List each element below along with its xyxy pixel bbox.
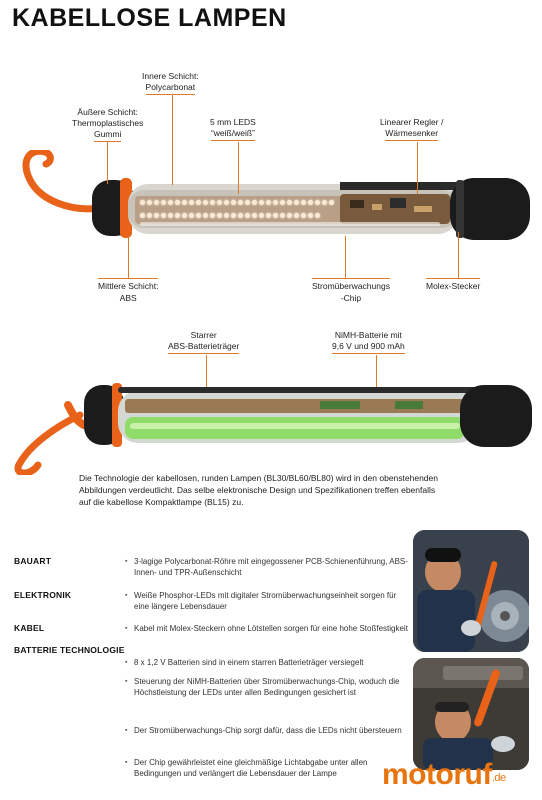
- spec-heading-bauart: BAUART: [14, 556, 52, 566]
- callout-middle-layer: Mittlere Schicht: ABS: [98, 278, 158, 304]
- spec-text-batterie-2: ▪ Steuerung der NiMH-Batterien über Stromüberwachungs-Chip, woduch die Höchstleistung der LEDs unter allen Bedingungen gesichert ist: [134, 676, 409, 698]
- brand-logo: [382, 758, 506, 792]
- spec-text-batterie-1: ▪ 8 x 1,2 V Batterien sind in einem starren Batterieträger versiegelt: [134, 657, 409, 668]
- callout-outer-layer: Äußere Schicht: Thermoplastisches Gummi: [72, 107, 143, 142]
- spec-heading-batterie: BATTERIE TECHNOLOGIE: [14, 645, 125, 655]
- callout-battery-holder: Starrer ABS-Batterieträger: [168, 330, 239, 354]
- lamp2-illustration: [0, 365, 542, 475]
- description-paragraph: Die Technologie der kabellosen, runden Lampen (BL30/BL60/BL80) wird in den obenstehenden Abbildungen verdeutlicht. Das selbe elektronische Design und Spezifikationen treffen ebenfalls auf die kabellose Kompaktlampe (BL15) zu.: [79, 473, 438, 507]
- photo-mechanic-underbody: [413, 658, 529, 770]
- spec-text-batterie-3: ▪ Der Stromüberwachungs-Chip sorgt dafür, dass die LEDs nicht übersteuern: [134, 725, 409, 736]
- callout-leds: 5 mm LEDS “weiß/weiß”: [210, 117, 256, 141]
- callout-chip: Stromüberwachungs -Chip: [312, 278, 390, 304]
- brand-name: motoruf: [382, 758, 492, 791]
- page-title: KABELLOSE LAMPEN: [12, 4, 287, 32]
- callout-regulator: Linearer Regler / Wärmesenker: [380, 117, 443, 141]
- callout-molex: Molex-Stecker: [426, 278, 480, 293]
- spec-text-elektronik: ▪ Weiße Phosphor-LEDs mit digitaler Stromüberwachungseinheit sorgen für eine längere Lebensdauer: [134, 590, 409, 612]
- brand-tld: .de: [491, 772, 506, 784]
- spec-heading-elektronik: ELEKTRONIK: [14, 590, 72, 600]
- hook-icon: [18, 415, 80, 473]
- spec-text-kabel: ▪ Kabel mit Molex-Steckern ohne Lötstellen sorgen für eine hohe Stoßfestigkeit: [134, 623, 409, 634]
- spec-text-batterie-4: ▪ Der Chip gewährleistet eine gleichmäßige Lichtabgabe unter allen Bedingungen und verlängert die Lebensdauer der Lampe: [134, 757, 409, 779]
- led-array: [140, 200, 340, 224]
- hook-icon: [26, 151, 100, 209]
- spec-text-bauart: ▪ 3-lagige Polycarbonat-Röhre mit eingegossener PCB-Schienenführung, ABS-Innen- und TPR-Außenschicht: [134, 556, 409, 578]
- callout-inner-layer: Innere Schicht: Polycarbonat: [142, 71, 199, 95]
- photo-mechanic-wheel: [413, 530, 529, 652]
- spec-heading-kabel: KABEL: [14, 623, 45, 633]
- callout-battery: NiMH-Batterie mit 9,6 V und 900 mAh: [332, 330, 405, 354]
